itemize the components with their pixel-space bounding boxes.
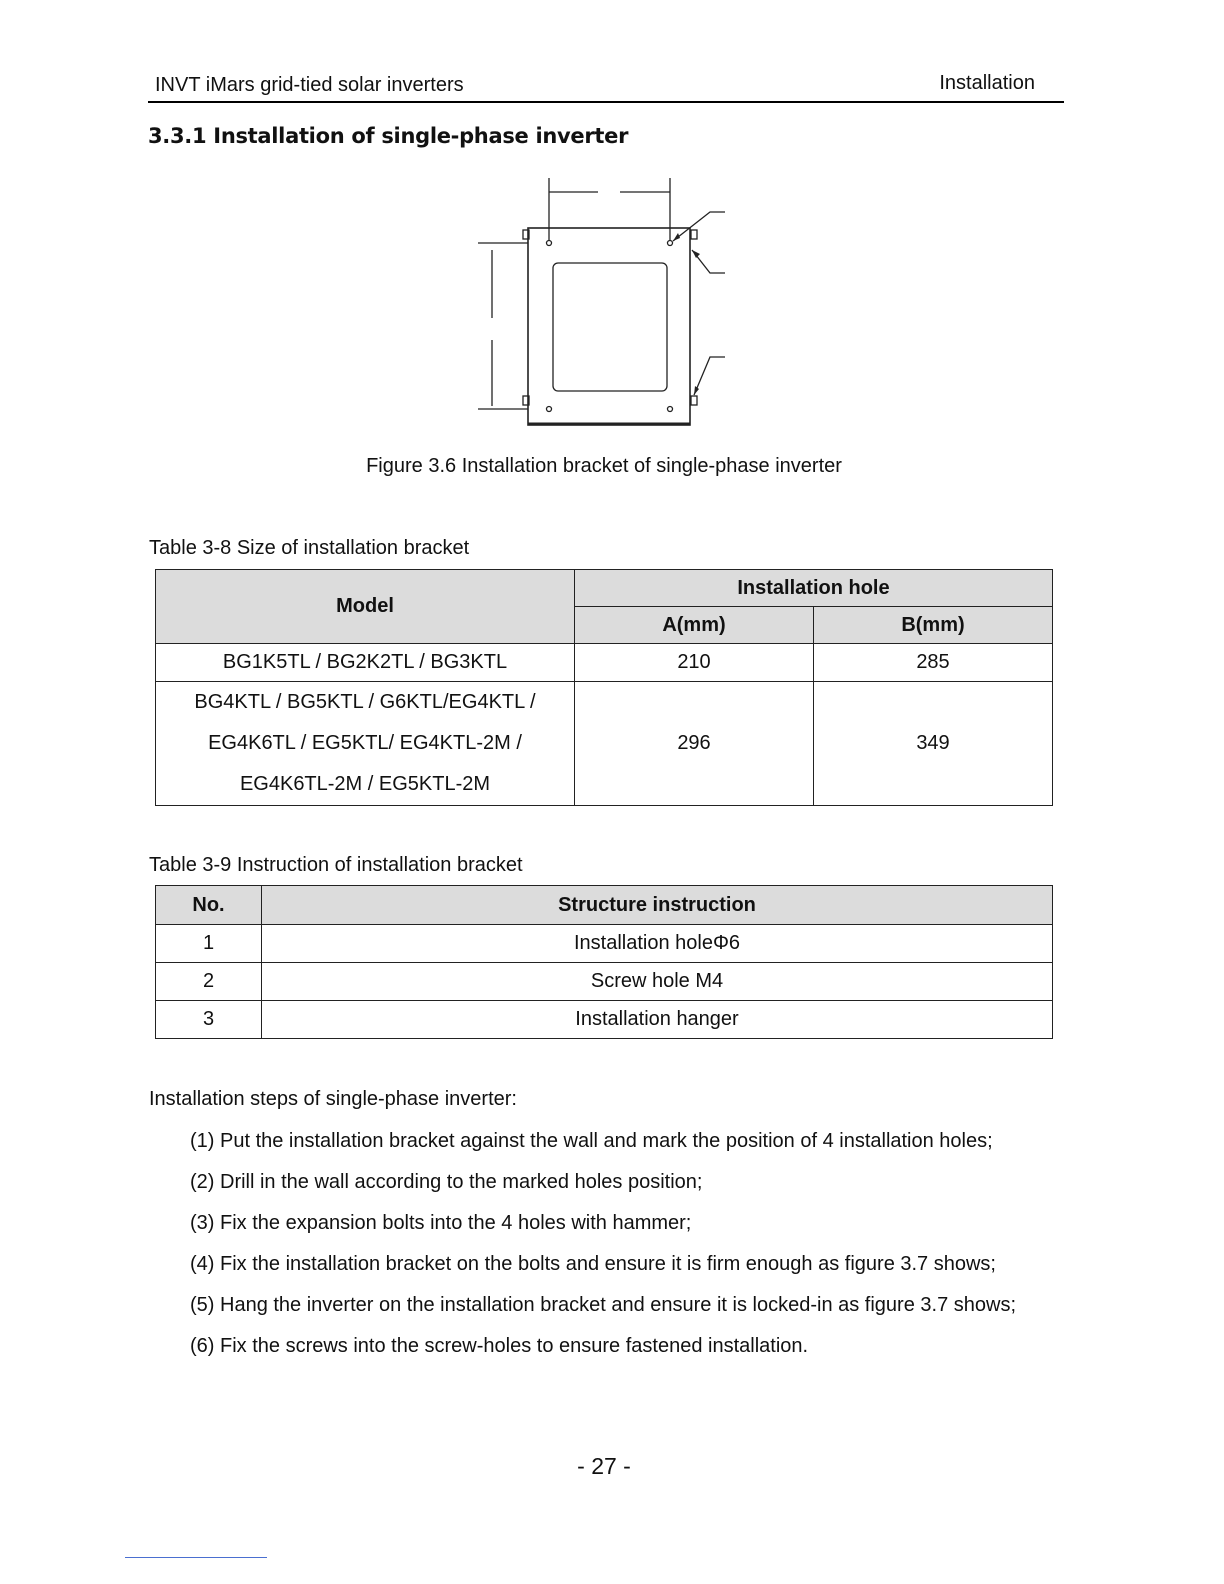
a-cell: 210 xyxy=(575,644,814,682)
header-title: INVT iMars grid-tied solar inverters xyxy=(155,74,464,96)
header-installation-hole: Installation hole xyxy=(575,570,1053,607)
hole-top-left xyxy=(547,241,552,246)
structure-cell: Installation holeΦ6 xyxy=(262,925,1053,963)
hole-bottom-right xyxy=(668,407,673,412)
header-section: Installation xyxy=(939,72,1035,94)
table-row xyxy=(156,963,1053,1001)
table-row xyxy=(156,1001,1053,1039)
list-item: (4) Fix the installation bracket on the bolts and ensure it is firm enough as figure 3.7 shows; xyxy=(190,1253,996,1275)
hole-top-right xyxy=(668,241,673,246)
arrow-2 xyxy=(692,250,700,258)
header-b: B(mm) xyxy=(814,607,1053,644)
list-item: (6) Fix the screws into the screw-holes to ensure fastened installation. xyxy=(190,1335,809,1357)
page-number: - 27 - xyxy=(577,1453,631,1479)
table-row xyxy=(156,644,1053,682)
list-item: (5) Hang the inverter on the installation bracket and ensure it is locked-in as figure 3.7 shows; xyxy=(190,1294,1016,1316)
model-cell: BG1K5TL / BG2K2TL / BG3KTL xyxy=(156,644,575,682)
table-3-8-caption: Table 3-8 Size of installation bracket xyxy=(149,537,470,559)
section-title: 3.3.1 Installation of single-phase inverter xyxy=(148,124,629,148)
arrow-3 xyxy=(694,386,699,395)
list-item: (1) Put the installation bracket against the wall and mark the position of 4 installation holes; xyxy=(190,1130,993,1152)
hole-bottom-left xyxy=(547,407,552,412)
steps-intro: Installation steps of single-phase inverter: xyxy=(149,1088,517,1110)
steps-list xyxy=(190,1128,1016,1374)
header-rule xyxy=(148,101,1064,103)
b-cell: 285 xyxy=(814,644,1053,682)
header-model: Model xyxy=(156,570,575,644)
list-item: (3) Fix the expansion bolts into the 4 holes with hammer; xyxy=(190,1212,692,1234)
hanger-bottom-right xyxy=(691,396,697,405)
header-no: No. xyxy=(156,886,262,925)
no-cell: 1 xyxy=(156,925,262,963)
figure-caption: Figure 3.6 Installation bracket of single-phase inverter xyxy=(366,455,842,477)
no-cell: 2 xyxy=(156,963,262,1001)
bracket-size-table xyxy=(155,569,1053,806)
structure-cell: Screw hole M4 xyxy=(262,963,1053,1001)
a-cell: 296 xyxy=(575,682,814,806)
structure-cell: Installation hanger xyxy=(262,1001,1053,1039)
leader-1 xyxy=(673,212,725,241)
header-a: A(mm) xyxy=(575,607,814,644)
model-line: EG4K6TL-2M / EG5KTL-2M xyxy=(239,773,491,795)
header-structure: Structure instruction xyxy=(262,886,1053,925)
model-line: EG4K6TL / EG5KTL/ EG4KTL-2M / xyxy=(208,732,522,754)
table-row xyxy=(156,925,1053,963)
table-3-9-caption: Table 3-9 Instruction of installation bracket xyxy=(149,854,523,876)
bracket-window xyxy=(553,263,667,391)
model-line: BG4KTL / BG5KTL / G6KTL/EG4KTL / xyxy=(194,691,536,713)
footer-rule xyxy=(125,1557,267,1558)
b-cell: 349 xyxy=(814,682,1053,806)
bracket-plate xyxy=(528,228,690,425)
bracket-instruction-table xyxy=(155,885,1053,1039)
no-cell: 3 xyxy=(156,1001,262,1039)
table-row xyxy=(156,682,1053,806)
model-cell xyxy=(156,682,575,806)
bracket-diagram xyxy=(470,170,740,435)
list-item: (2) Drill in the wall according to the marked holes position; xyxy=(190,1171,703,1193)
hanger-top-right xyxy=(691,230,697,239)
arrow-1 xyxy=(673,233,680,241)
